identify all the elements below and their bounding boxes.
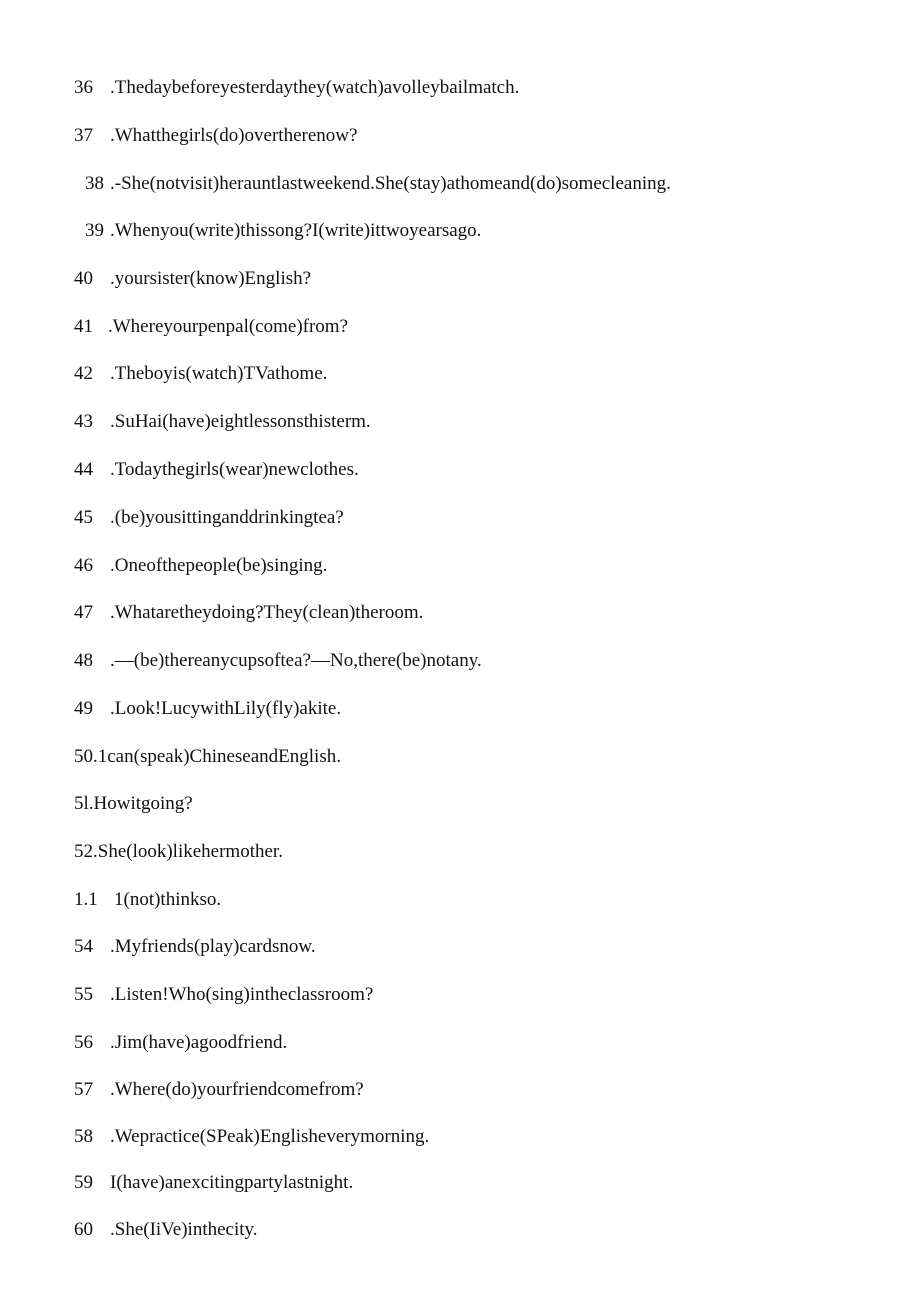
question-text: .Where(do)yourfriendcomefrom? [110, 1079, 364, 1100]
question-text: .Look!LucywithLily(fly)akite. [110, 698, 342, 719]
question-text: .Thedaybeforeyesterdaythey(watch)avolleybailmatch. [110, 77, 520, 98]
question-number: 54 [74, 936, 93, 957]
question-number: 44 [74, 459, 93, 480]
question-36 [74, 76, 519, 100]
question-43 [74, 410, 371, 434]
question-60 [74, 1218, 258, 1242]
question-55 [74, 983, 373, 1007]
question-number: 39 [85, 220, 104, 241]
question-text: .SuHai(have)eightlessonsthisterm. [110, 411, 371, 432]
question-number: 45 [74, 507, 93, 528]
question-39 [85, 219, 481, 243]
question-number: 50 [74, 746, 93, 767]
question-58 [74, 1125, 429, 1149]
question-number: 55 [74, 984, 93, 1005]
question-number: 46 [74, 555, 93, 576]
question-number: 47 [74, 602, 93, 623]
question-54 [74, 935, 316, 959]
question-text: .Howitgoing? [88, 793, 193, 814]
question-48 [74, 649, 482, 673]
question-text: .Oneofthepeople(be)singing. [110, 555, 328, 576]
question-text: I(have)anexcitingpartylastnight. [110, 1172, 354, 1193]
question-38 [85, 172, 671, 196]
question-45 [74, 506, 344, 530]
question-42 [74, 362, 327, 386]
question-text: .Whereyourpenpal(come)from? [108, 316, 349, 337]
question-number: 57 [74, 1079, 93, 1100]
question-41 [74, 315, 348, 339]
question-text: .Wepractice(SPeak)Englisheverymorning. [110, 1126, 430, 1147]
question-51 [74, 792, 193, 816]
question-37 [74, 124, 357, 148]
question-number: 56 [74, 1032, 93, 1053]
question-52 [74, 840, 283, 864]
question-number: 49 [74, 698, 93, 719]
question-text: .Theboyis(watch)TVathome. [110, 363, 328, 384]
question-46 [74, 554, 327, 578]
question-59 [74, 1171, 353, 1195]
question-44 [74, 458, 359, 482]
question-40 [74, 267, 311, 291]
question-number: 59 [74, 1172, 93, 1193]
question-number: 52 [74, 841, 93, 862]
question-number: 48 [74, 650, 93, 671]
question-text: .She(IiVe)inthecity. [110, 1219, 258, 1240]
question-number: 42 [74, 363, 93, 384]
question-text: .Whenyou(write)thissong?I(write)ittwoyearsago. [110, 220, 482, 241]
question-text: .-She(notvisit)herauntlastweekend.She(stay)athomeand(do)somecleaning. [110, 173, 671, 194]
question-number: 36 [74, 77, 93, 98]
question-text: .Whataretheydoing?They(clean)theroom. [110, 602, 424, 623]
question-number: 37 [74, 125, 93, 146]
question-text: .Whatthegirls(do)overtherenow? [110, 125, 358, 146]
question-53 [74, 888, 221, 912]
question-number: 5l [74, 793, 89, 814]
question-text: .Myfriends(play)cardsnow. [110, 936, 316, 957]
question-number: 38 [85, 173, 104, 194]
question-text: .Listen!Who(sing)intheclassroom? [110, 984, 374, 1005]
question-number: 40 [74, 268, 93, 289]
question-47 [74, 601, 423, 625]
question-text: .Todaythegirls(wear)newclothes. [110, 459, 359, 480]
question-text: .Jim(have)agoodfriend. [110, 1032, 288, 1053]
question-number: 41 [74, 316, 93, 337]
question-56 [74, 1031, 287, 1055]
question-text: .—(be)thereanycupsoftea?—No,there(be)notany. [110, 650, 482, 671]
question-number: 60 [74, 1219, 93, 1240]
question-49 [74, 697, 341, 721]
question-text: .She(look)likehermother. [93, 841, 283, 862]
question-text: .yoursister(know)English? [110, 268, 312, 289]
question-number: 1.1 [74, 889, 98, 910]
question-text: .1can(speak)ChineseandEnglish. [93, 746, 341, 767]
question-text: 1(not)thinkso. [114, 889, 222, 910]
question-number: 43 [74, 411, 93, 432]
question-text: .(be)yousittinganddrinkingtea? [110, 507, 344, 528]
question-number: 58 [74, 1126, 93, 1147]
question-50 [74, 745, 341, 769]
question-57 [74, 1078, 364, 1102]
